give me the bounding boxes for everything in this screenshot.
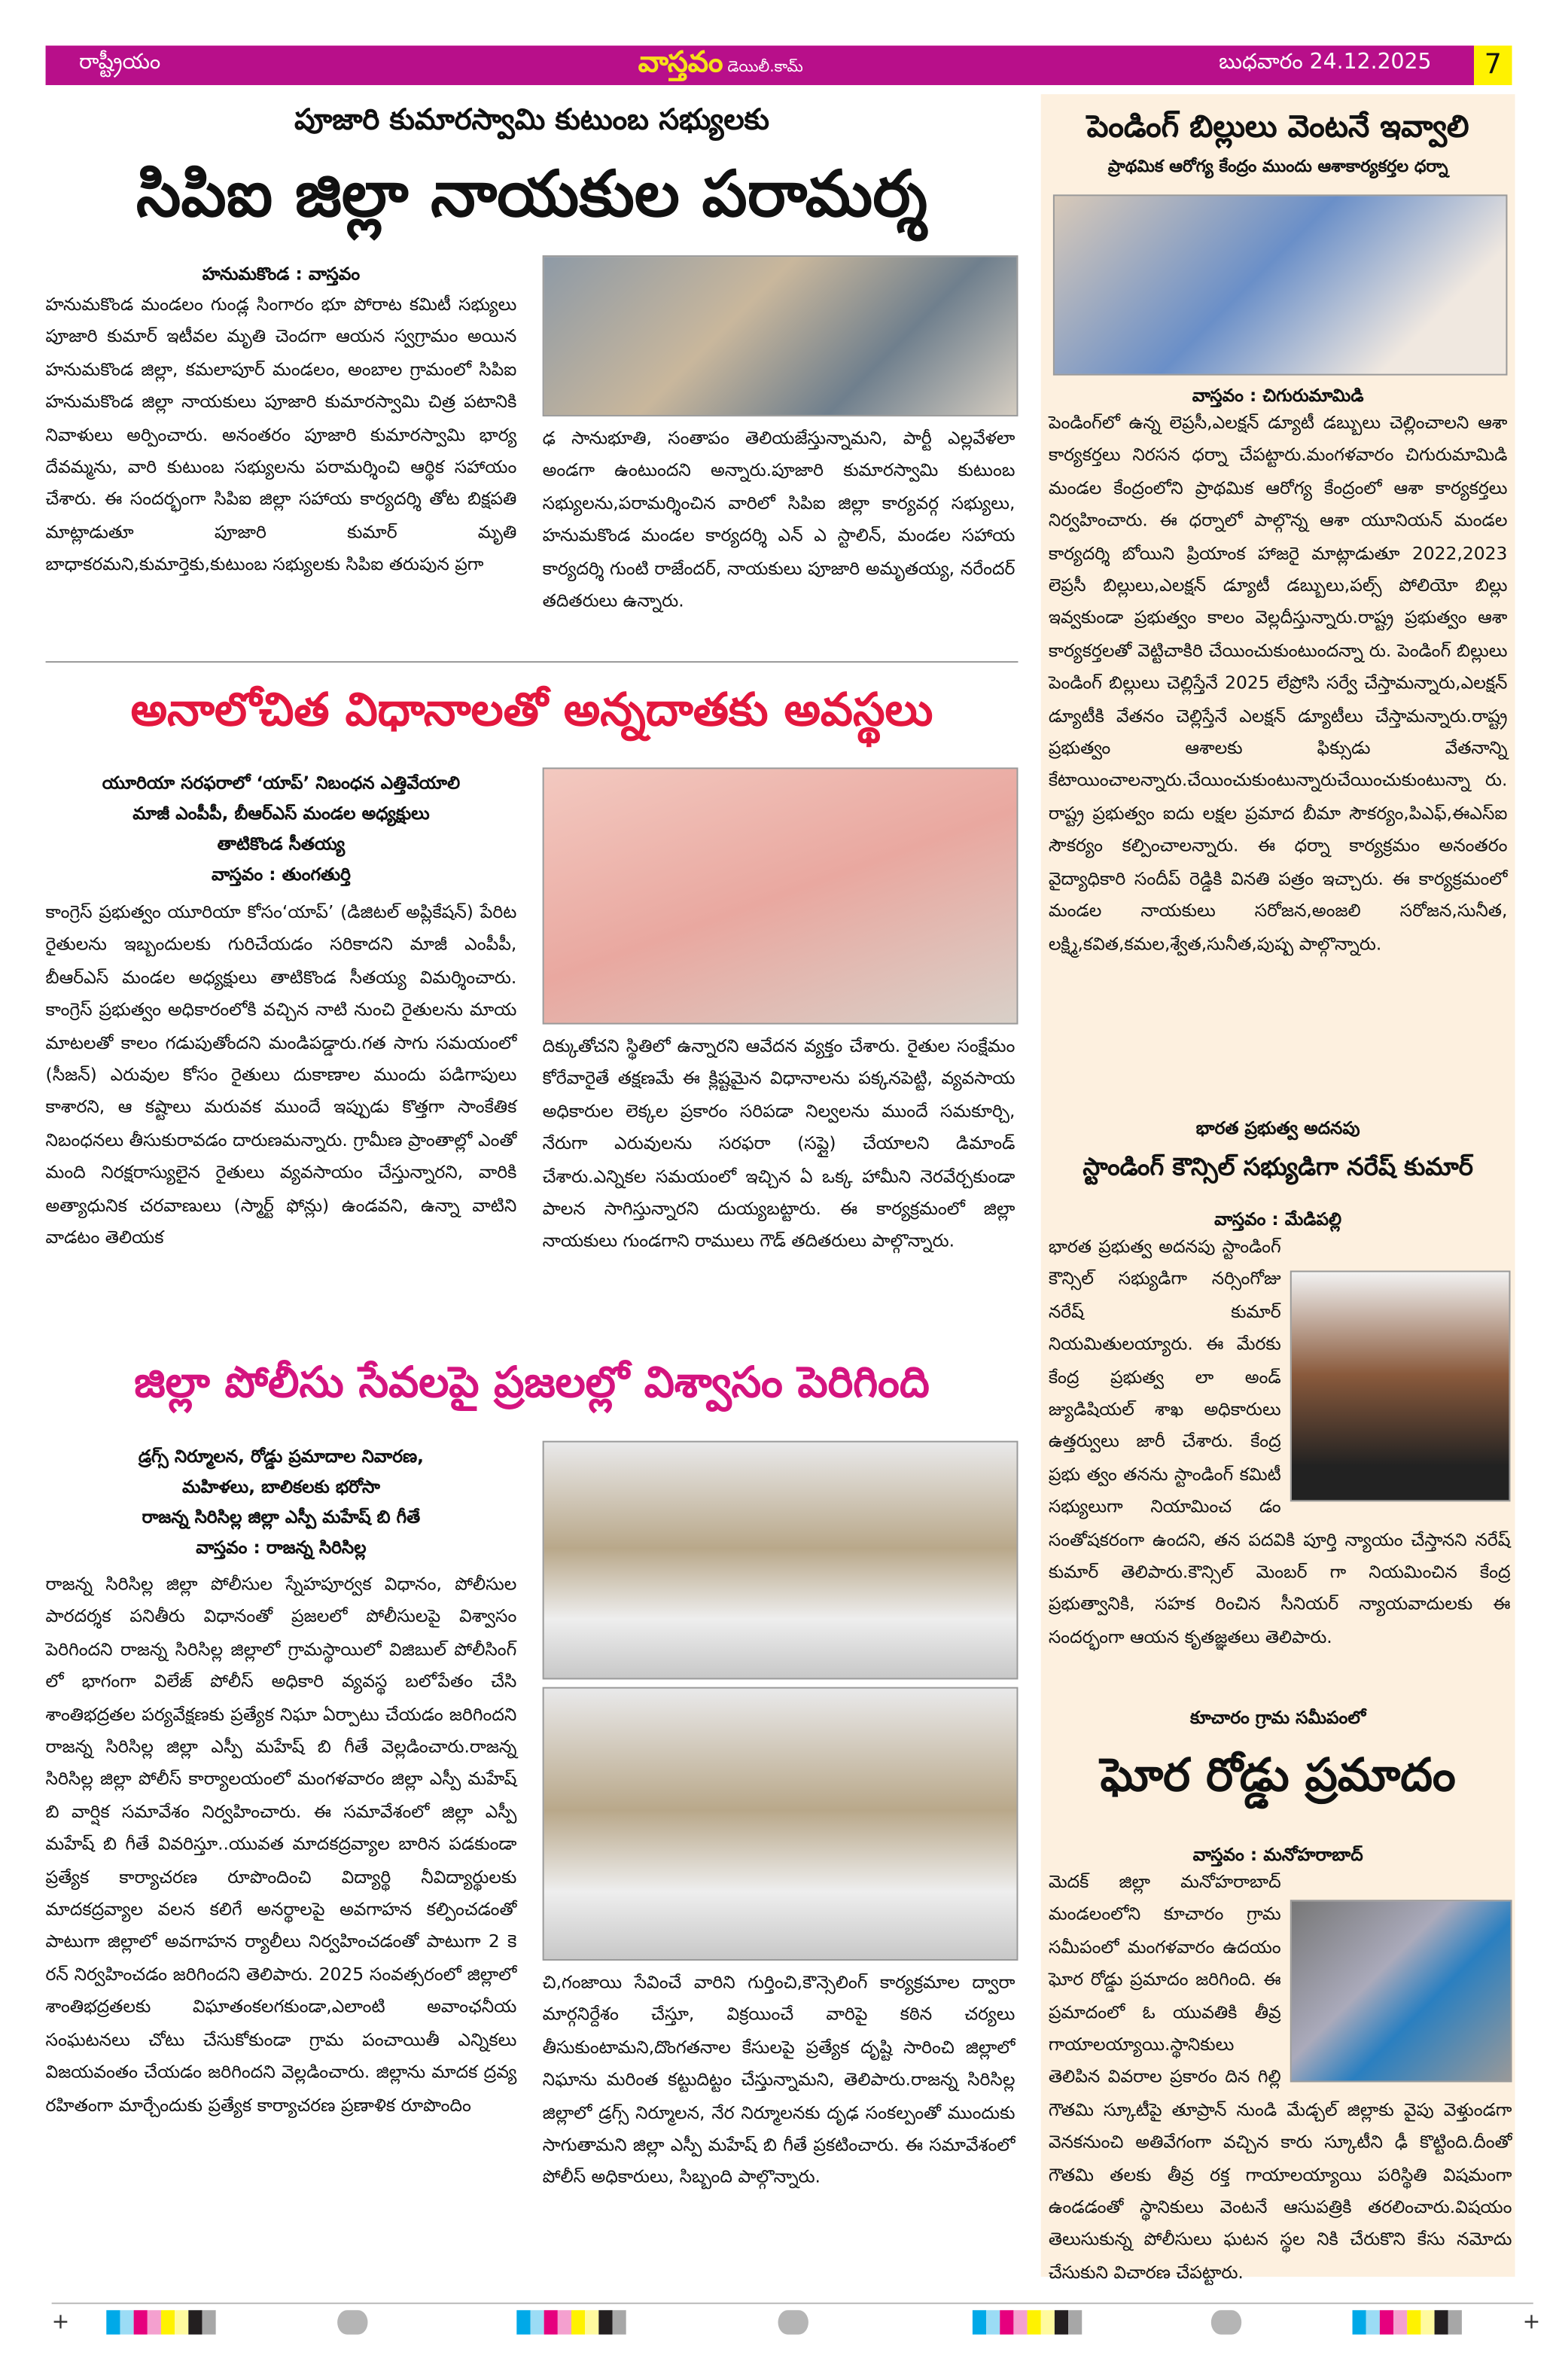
sidebar2-kicker: భారత ప్రభుత్వ అదనపు [1195,1117,1360,1138]
sidebar1-photo [1053,194,1508,375]
color-swatch [1393,2310,1407,2334]
color-swatch [120,2310,133,2334]
color-swatch [1366,2310,1380,2334]
color-swatch [202,2310,215,2334]
color-swatch [973,2310,986,2334]
article2-subheads [46,767,517,888]
article2-byline: వాస్తవం : తుంగతుర్తి [211,863,351,885]
masthead-suffix: డెయిలీ.కామ్ [727,59,803,76]
article1-body-left: హనుమకొండ మండలం గుండ్ల సింగారం భూ పోరాట కమిటీ సభ్యులు పూజారి కుమార్ ఇటీవల మృతి చెందగా ఆయన స్వగ్రామం అయిన హనుమకొండ జిల్లా, కమలాపూర్ మండలం, అంబాల గ్రామంలో సిపిఐ హనుమకొండ జిల్లా నాయకులు పూజారి కుమారస్వామి చిత్ర పటానికి నివాళులు అర్పించారు. అనంతరం పూజారి కుమారస్వామి భార్య దేవమ్మను, వారి కుటుంబ సభ్యులను పరామర్శించి ఆర్థిక సహాయం చేశారు. ఈ సందర్భంగా సిపిఐ జిల్లా సహాయ కార్యదర్శి తోట బిక్షపతి మాట్లాడుతూ పూజారి కుమార్ మృతి బాధాకరమని,కుమార్తెకు,కుటుంబ సభ్యులకు సిపిఐ తరుపున ప్రగా [45,293,517,575]
article2-photo [543,767,1019,1024]
registration-mark-left: + [51,2310,70,2335]
article3-headline: జిల్లా పోలీసు సేవలపై ప్రజలల్లో విశ్వాసం పెరిగింది [134,1357,930,1408]
color-swatch [544,2310,558,2334]
color-bar [973,2310,1082,2334]
color-bar [106,2310,215,2334]
color-swatch [1353,2310,1366,2334]
section-label: రాష్ట్రీయం [78,50,161,75]
masthead-logo [638,46,803,87]
color-bar [516,2310,626,2334]
article3-byline: వాస్తవం : రాజన్న సిరిసిల్ల [196,1536,367,1559]
sidebar3-body-wrap [1048,1867,1512,2283]
sidebar3-body: మెదక్ జిల్లా మనోహరాబాద్ మండలంలోని కూచారం గ్రామ సమీపంలో మంగళవారం ఉదయం ఘోర రోడ్డు ప్రమాదం జరిగింది. ఈ ప్రమాదంలో ఓ యువతికి తీవ్ర గాయాలయ్యాయి.స్థానికులు తెలిపిన వివరాల ప్రకారం దిన గిల్లి గౌతమి స్కూటీపై తూప్రాన్ నుండి మేడ్చల్ జిల్లాకు వైపు వెళ్తుండగా వెనకనుంచి అతివేగంగా వచ్చిన కారు స్కూటీని ఢీ కొట్టింది.దీంతో గౌతమి తలకు తీవ్ర రక్త గాయాలయ్యాయి పరిస్థితి విషమంగా ఉండడంతో స్థానికులు వెంటనే ఆసుపత్రికి తరలించారు.విషయం తెలుసుకున్న పోలీసులు ఘటన స్థల నికి చేరుకొని కేసు నమోదు చేసుకుని విచారణ చేపట్టారు. [1048,1870,1512,2283]
issue-date: బుధవారం 24.12.2025 [1219,50,1432,75]
color-swatch [1448,2310,1462,2334]
gray-patch [1211,2310,1241,2334]
header-band [46,46,1474,85]
article1-headline: సిపిఐ జిల్లా నాయకుల పరామర్శ [136,156,928,231]
sidebar2-body: భారత ప్రభుత్వ అదనపు స్టాండింగ్ కౌన్సిల్ సభ్యుడిగా నర్సింగోజు నరేష్ కుమార్ నియమితులయ్యారు. ఈ మేరకు కేంద్ర ప్రభుత్వ లా అండ్ జ్యుడిషియల్ శాఖ అధికారులు ఉత్తర్వులు జారీ చేశారు. కేంద్ర ప్రభు త్వం తనను స్టాండింగ్ కమిటీ సభ్యులుగా నియామించ డం సంతోషకరంగా ఉందని, తన పదవికి పూర్తి న్యాయం చేస్తానని నరేష్ కుమార్ తెలిపారు.కౌన్సిల్ మెంబర్ గా నియమించిన కేంద్ర ప్రభుత్వానికి, సహక రించిన సీనియర్ న్యాయవాదులకు ఈ సందర్భంగా ఆయన కృతజ్ఞతలు తెలిపారు. [1048,1236,1511,1647]
color-swatch [516,2310,530,2334]
divider [46,661,1019,663]
color-swatch [986,2310,1000,2334]
article2-subhead: యూరియా సరఫరాలో ‘యాప్’ నిబంధన ఎత్తివేయాలి [102,772,461,794]
gray-patch [778,2310,808,2334]
article1-kicker: పూజారి కుమారస్వామి కుటుంబ సభ్యులకు [294,103,769,137]
article2-body-right: దిక్కుతోచని స్థితిలో ఉన్నారని ఆవేదన వ్యక్తం చేశారు. రైతుల సంక్షేమం కోరేవారైతే తక్షణమే ఈ క్లిష్టమైన విధానాలను పక్కనపెట్టి, వ్యవసాయ అధికారుల లెక్కల ప్రకారం సరిపడా నిల్వలను ముందే సమకూర్చి, నేరుగా ఎరువులను సరఫరా (సప్లై) చేయాలని డిమాండ్ చేశారు.ఎన్నికల సమయంలో ఇచ్చిన ఏ ఒక్క హామీని నెరవేర్చకుండా పాలన సాగిస్తున్నారని దుయ్యబట్టారు. ఈ కార్యక్రమంలో జిల్లా నాయకులు గుండగాని రాములు గౌడ్ తదితరులు పాల్గొన్నారు. [542,1035,1016,1252]
color-swatch [612,2310,626,2334]
article3-subhead: రాజన్న సిరిసిల్ల జిల్లా ఎస్పీ మహేష్ బి గీతే [142,1506,421,1528]
color-swatch [1055,2310,1068,2334]
color-swatch [1435,2310,1448,2334]
color-swatch [598,2310,612,2334]
color-swatch [148,2310,161,2334]
color-swatch [1041,2310,1055,2334]
color-swatch [161,2310,175,2334]
color-swatch [106,2310,120,2334]
color-bar [1353,2310,1462,2334]
masthead-title: వాస్తవం [638,45,723,79]
color-swatch [1068,2310,1082,2334]
sidebar3-headline: ఘోర రోడ్డు ప్రమాదం [1100,1749,1456,1803]
color-swatch [571,2310,585,2334]
color-swatch [1380,2310,1393,2334]
color-swatch [1420,2310,1434,2334]
color-swatch [585,2310,598,2334]
sidebar2-byline: వాస్తవం : మేడిపల్లి [1214,1208,1342,1230]
gray-patch [337,2310,367,2334]
article3-photo-1 [543,1441,1019,1680]
article3-subheads [46,1441,517,1562]
bottom-rule [52,2302,1533,2304]
page-number: 7 [1474,46,1512,85]
sidebar3-photo [1290,1900,1512,2082]
color-swatch [175,2310,188,2334]
article1-body-right: ఢ సానుభూతి, సంతాపం తెలియజేస్తున్నామని, పార్టీ ఎల్లవేళలా అండగా ఉంటుందని అన్నారు.పూజారి కుమారస్వామి కుటుంబ సభ్యులను,పరామర్శించిన వారిలో సిపిఐ జిల్లా కార్యవర్గ సభ్యులు, హనుమకొండ మండల కార్యదర్శి ఎన్ ఎ స్టాలిన్, మండల సహాయ కార్యదర్శి గుంటి రాజేందర్, నాయకులు పూజారి అమృతయ్య, నరేందర్ తదితరులు ఉన్నారు. [542,427,1016,611]
sidebar1-body: పెండింగ్‌లో ఉన్న లెప్రసీ,ఎలక్షన్ డ్యూటీ డబ్బులు చెల్లించాలని ఆశా కార్యకర్తలు నిరసన ధర్నా చేపట్టారు.మంగళవారం చిగురుమామిడి మండల కేంద్రంలోని ప్రాథమిక ఆరోగ్య కేంద్రంలో ఆశా కార్యకర్తలు నిర్వహించారు. ఈ ధర్నాలో పాల్గొన్న ఆశా యూనియన్ మండల కార్యదర్శి బోయిని ప్రియాంక హాజరై మాట్లాడుతూ 2022,2023 లెప్రసీ బిల్లులు,ఎలక్షన్ డ్యూటీ డబ్బులు,పల్స్ పోలియో బిల్లు ఇవ్వకుండా ప్రభుత్వం కాలం వెల్లదీస్తున్నారు.రాష్ట్ర ప్రభుత్వం ఆశా కార్యకర్తలతో వెట్టిచాకిరి చేయించుకుంటుందన్నా రు. పెండింగ్ బిల్లులు పెండింగ్ బిల్లులు చెల్లిస్తేనే 2025 లేప్రోసి సర్వే చేస్తామన్నారు,ఎలక్షన్ డ్యూటీకి వేతనం చెల్లిస్తేనే ఎలక్షన్ డ్యూటీలు చేస్తామన్నారు.రాష్ట్ర ప్రభుత్వం ఆశాలకు ఫిక్సుడు వేతనాన్ని కేటాయించాలన్నారు.చేయించుకుంటున్నారుచేయించుకుంటున్నా రు. రాష్ట్ర ప్రభుత్వం ఐదు లక్షల ప్రమాద బీమా సౌకర్యం,పిఎఫ్,ఈఎస్ఐ సౌకర్యం కల్పించాలన్నారు. ఈ ధర్నా కార్యక్రమం అనంతరం వైద్యాధికారి సందీప్ రెడ్డికి వినతి పత్రం ఇచ్చారు. ఈ కార్యక్రమంలో మండల నాయకులు సరోజన,అంజలి సరోజన,సునీత, లక్ష్మి,కవిత,కమల,శ్వేత,సునీత,పుష్ప పాల్గొన్నారు. [1048,412,1508,954]
article3-subhead: డ్రగ్స్ నిర్మూలన, రోడ్డు ప్రమాదాల నివారణ, [138,1445,425,1467]
color-swatch [558,2310,571,2334]
article3-photo-2 [543,1687,1019,1961]
sidebar1-subhead: ప్రాథమిక ఆరోగ్య కేంద్రం ముందు ఆశాకార్యకర్తల ధర్నా [1107,156,1448,177]
sidebar2-body-wrap [1049,1231,1511,1702]
sidebar3-byline: వాస్తవం : మనోహరాబాద్ [1192,1843,1363,1865]
sidebar1-byline: వాస్తవం : చిగురుమామిడి [1192,384,1364,406]
article2-headline: అనాలోచిత విధానాలతో అన్నదాతకు అవస్థలు [130,684,933,738]
sidebar1-headline: పెండింగ్ బిల్లులు వెంటనే ఇవ్వాలి [1086,108,1469,145]
sidebar2-photo [1290,1271,1511,1502]
sidebar3-kicker: కూచారం గ్రామ సమీపంలో [1190,1706,1366,1729]
color-swatch [1407,2310,1420,2334]
color-swatch [1000,2310,1013,2334]
registration-mark-right: + [1522,2310,1541,2335]
article2-body-left: కాంగ్రెస్ ప్రభుత్వం యూరియా కోసం‘యాప్’ (డిజిటల్ అప్లికేషన్) పేరిట రైతులను ఇబ్బందులకు గురిచేయడం సరికాదని మాజీ ఎంపీపీ, బీఆర్ఎస్ మండల అధ్యక్షులు తాటికొండ సీతయ్య విమర్శించారు. కాంగ్రెస్ ప్రభుత్వం అధికారంలోకి వచ్చిన నాటి నుంచి రైతులను మాయ మాటలతో కాలం గడుపుతోందని మండిపడ్డారు.గత సాగు సమయంలో (సీజన్) ఎరువుల కోసం రైతులు దుకాణాల ముందు పడిగాపులు కాశారని, ఆ కష్టాలు మరువక ముందే ఇప్పుడు కొత్తగా సాంకేతిక నిబంధనలు తీసుకురావడం దారుణమన్నారు. గ్రామీణ ప్రాంతాల్లో ఎంతో మంది నిరక్షరాస్యులైన రైతులు వ్యవసాయం చేస్తున్నారని, వారికి అత్యాధునిక చరవాణులు (స్మార్ట్ ఫోన్లు) ఉండవని, ఉన్నా వాటిని వాడటం తెలియక [45,901,517,1248]
article1-photo [543,255,1019,416]
color-swatch [1028,2310,1041,2334]
color-swatch [134,2310,148,2334]
article2-subhead: తాటికొండ సీతయ్య [217,833,346,855]
article3-body-right: చి,గంజాయి సేవించే వారిని గుర్తించి,కౌన్సెలింగ్ కార్యక్రమాల ద్వారా మార్గనిర్దేశం చేస్తూ, విక్రయించే వారిపై కఠిన చర్యలు తీసుకుంటామని,దొంగతనాల కేసులపై ప్రత్యేక దృష్టి సారించి జిల్లాలో నిఘాను మరింత కట్టుదిట్టం చేస్తున్నామని, తెలిపారు.రాజన్న సిరిసిల్ల జిల్లాలో డ్రగ్స్ నిర్మూలన, నేర నిర్మూలనకు దృఢ సంకల్పంతో ముందుకు సాగుతామని జిల్లా ఎస్పీ మహేష్ బి గీతే ప్రకటించారు. ఈ సమావేశంలో పోలీస్ అధికారులు, సిబ్బంది పాల్గొన్నారు. [542,1971,1016,2188]
article3-body-left: రాజన్న సిరిసిల్ల జిల్లా పోలీసుల స్నేహపూర్వక విధానం, పోలీసుల పారదర్శక పనితీరు విధానంతో ప్రజలలో పోలీసులపై విశ్వాసం పెరిగిందని రాజన్న సిరిసిల్ల జిల్లాలో గ్రామస్థాయిలో విజిబుల్ పోలీసింగ్ లో భాగంగా విలేజ్ పోలీస్ అధికారి వ్యవస్థ బలోపేతం చేసి శాంతిభద్రతల పర్యవేక్షణకు ప్రత్యేక నిఘా ఏర్పాటు చేయడం జరిగిందని రాజన్న సిరిసిల్ల జిల్లా ఎస్పీ మహేష్ బి గీతే వెల్లడించారు.రాజన్న సిరిసిల్ల జిల్లా పోలీస్ కార్యాలయంలో మంగళవారం జిల్లా ఎస్పీ మహేష్ బి వార్షిక సమావేశం నిర్వహించారు. ఈ సమావేశంలో జిల్లా ఎస్పీ మహేష్ బి గీతే వివరిస్తూ..యువత మాదకద్రవ్యాల బారిన పడకుండా ప్రత్యేక కార్యాచరణ రూపొందించి విద్యార్థి నీవిద్యార్థులకు మాదకద్రవ్యాల వలన కలిగే అనర్థాలపై అవగాహన కల్పించడంతో పాటుగా జిల్లాలో అవగాహన ర్యాలీలు నిర్వహించడంతో పాటుగా 2 కె రన్ నిర్వహించడం జరిగిందని తెలిపారు. 2025 సంవత్సరంలో జిల్లాలో శాంతిభద్రతలకు విఘాతంకలగకుండా,ఎలాంటి అవాంఛనీయ సంఘటనలు చోటు చేసుకోకుండా గ్రామ పంచాయితీ ఎన్నికలు విజయవంతం చేయడం జరిగిందని వెల్లడించారు. జిల్లాను మాదక ద్రవ్య రహితంగా మార్చేందుకు ప్రత్యేక కార్యాచరణ ప్రణాళిక రూపొందిం [45,1573,517,2115]
article1-byline: హనుమకొండ : వాస్తవం [202,263,361,285]
article3-subhead: మహిళలు, బాలికలకు భరోసా [181,1476,380,1498]
color-swatch [1013,2310,1027,2334]
color-swatch [188,2310,202,2334]
article2-subhead: మాజీ ఎంపీపీ, బీఆర్ఎస్ మండల అధ్యక్షులు [132,802,430,824]
color-swatch [530,2310,544,2334]
sidebar2-headline: స్టాండింగ్ కౌన్సిల్ సభ్యుడిగా నరేష్ కుమార్ [1083,1152,1473,1181]
